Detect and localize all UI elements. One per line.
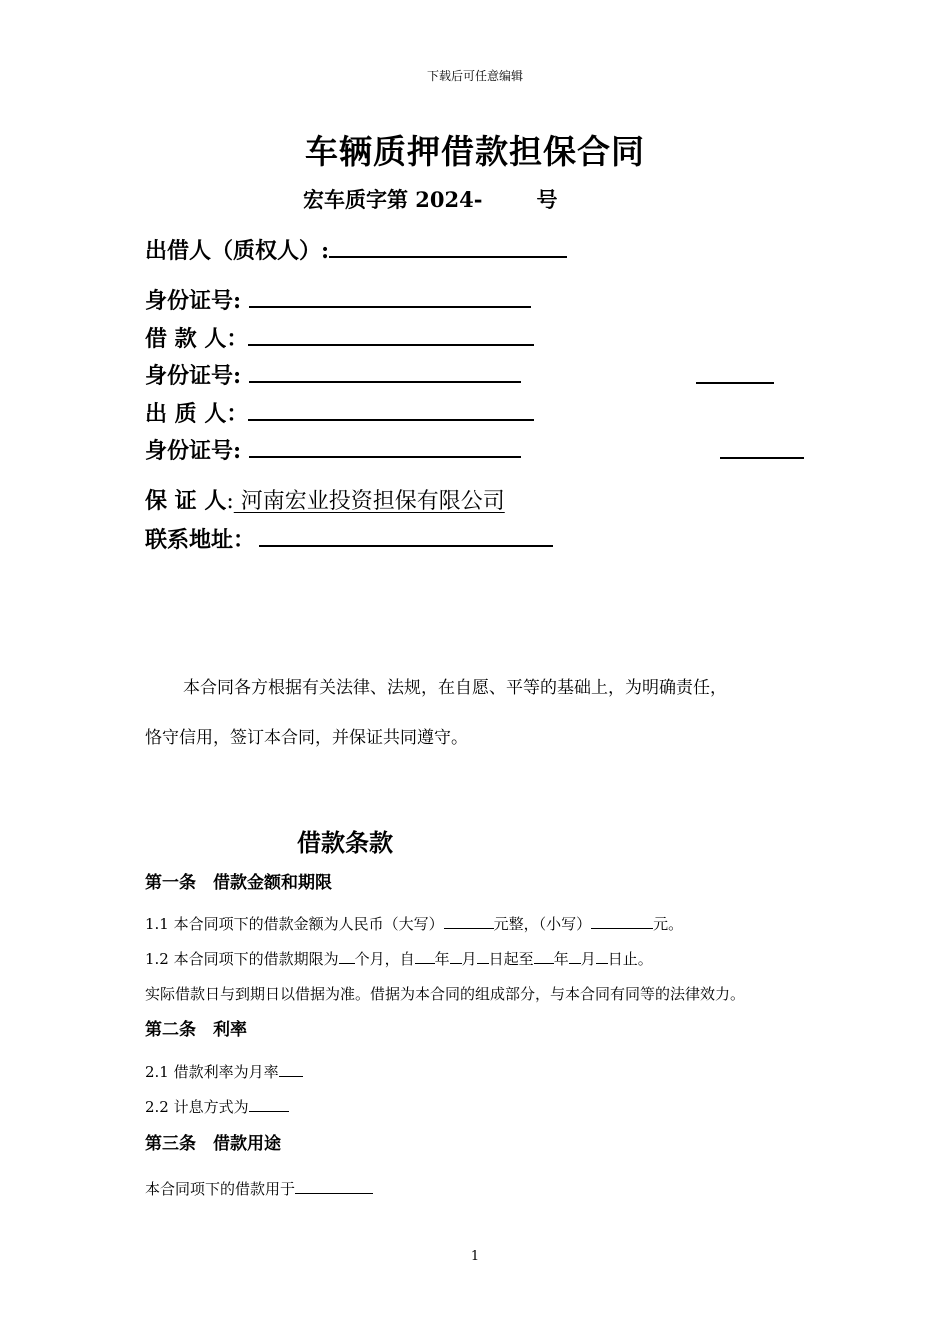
address-label: 联系地址： bbox=[145, 527, 256, 553]
clause-1-2-text-b: 个月，自 bbox=[354, 950, 415, 968]
clause-1-1-text-a: 1.1 本合同项下的借款金额为人民币（大写） bbox=[145, 915, 444, 933]
guarantor-label: 保 证 人 bbox=[145, 488, 227, 514]
pledgor-row bbox=[145, 397, 534, 428]
document-title: 车辆质押借款担保合同 bbox=[305, 132, 645, 171]
clause-2-1-text: 2.1 借款利率为月率 bbox=[145, 1063, 279, 1081]
guarantor-name: 河南宏业投资担保有限公司 bbox=[233, 489, 505, 514]
clause-1-2-text-e: 日起至 bbox=[488, 950, 534, 968]
rate-blank bbox=[279, 1062, 303, 1077]
intro-line-1: 本合同各方根据有关法律、法规，在自愿、平等的基础上，为明确责任， bbox=[183, 678, 727, 698]
article-1-title: 第一条 借款金额和期限 bbox=[145, 873, 332, 893]
start-year-blank bbox=[415, 949, 435, 964]
borrower-row bbox=[145, 322, 534, 353]
end-day-blank bbox=[596, 949, 608, 964]
pledgor-blank bbox=[248, 397, 534, 421]
id-row-1 bbox=[145, 284, 531, 315]
id-label-2: 身份证号: bbox=[145, 363, 242, 389]
end-year-blank bbox=[534, 949, 554, 964]
amount-figures-blank bbox=[591, 914, 653, 929]
id-blank-1 bbox=[249, 284, 531, 308]
clause-2-2-text: 2.2 计息方式为 bbox=[145, 1098, 249, 1116]
clause-1-3: 实际借款日与到期日以借据为准。借据为本合同的组成部分，与本合同有同等的法律效力。 bbox=[145, 985, 746, 1003]
section-title: 借款条款 bbox=[297, 828, 393, 857]
clause-1-2-text-a: 1.2 本合同项下的借款期限为 bbox=[145, 950, 339, 968]
clause-1-2-text-f: 年 bbox=[553, 950, 569, 968]
clause-3-1-text: 本合同项下的借款用于 bbox=[145, 1180, 296, 1198]
guarantor-colon: : bbox=[226, 489, 234, 514]
months-blank bbox=[339, 949, 355, 964]
clause-1-2-text-g: 月 bbox=[580, 950, 596, 968]
lender-row bbox=[145, 234, 567, 265]
id-row-3 bbox=[145, 434, 521, 465]
clause-1-1-text-c: 元。 bbox=[653, 915, 684, 933]
clause-1-2-text-c: 年 bbox=[434, 950, 450, 968]
extra-blank-3 bbox=[720, 457, 804, 459]
pledgor-label: 出 质 人： bbox=[145, 401, 249, 427]
clause-3-1 bbox=[145, 1178, 373, 1199]
interest-method-blank bbox=[249, 1097, 289, 1112]
lender-label: 出借人（质权人）: bbox=[145, 238, 330, 264]
address-blank bbox=[259, 523, 553, 547]
extra-blank-2 bbox=[696, 382, 774, 384]
clause-1-2-text-h: 日止。 bbox=[607, 950, 653, 968]
start-day-blank bbox=[477, 949, 489, 964]
clause-2-2 bbox=[145, 1096, 289, 1117]
start-month-blank bbox=[450, 949, 462, 964]
purpose-blank bbox=[295, 1179, 373, 1194]
id-row-2 bbox=[145, 359, 521, 390]
clause-2-1 bbox=[145, 1061, 303, 1082]
clause-1-2 bbox=[145, 948, 653, 969]
page-number: 1 bbox=[470, 1249, 480, 1264]
lender-blank bbox=[329, 234, 567, 258]
intro-line-2: 恪守信用，签订本合同，并保证共同遵守。 bbox=[145, 728, 468, 748]
article-3-title: 第三条 借款用途 bbox=[145, 1134, 281, 1154]
end-month-blank bbox=[569, 949, 581, 964]
contract-number bbox=[303, 184, 557, 214]
id-label-1: 身份证号: bbox=[145, 288, 242, 314]
contract-number-suffix: 号 bbox=[536, 187, 558, 212]
contract-number-prefix: 宏车质字第 2024- bbox=[303, 187, 483, 212]
id-label-3: 身份证号: bbox=[145, 438, 242, 464]
header-note: 下载后可任意编辑 bbox=[426, 69, 523, 83]
address-row bbox=[145, 523, 553, 554]
article-2-title: 第二条 利率 bbox=[145, 1020, 247, 1040]
clause-1-1 bbox=[145, 913, 683, 934]
id-blank-3 bbox=[249, 434, 521, 458]
id-blank-2 bbox=[249, 359, 521, 383]
amount-words-blank bbox=[444, 914, 494, 929]
clause-1-1-text-b: 元整，（小写） bbox=[493, 915, 592, 933]
borrower-label: 借 款 人： bbox=[145, 326, 249, 352]
guarantor-row bbox=[145, 484, 505, 515]
clause-1-2-text-d: 月 bbox=[461, 950, 477, 968]
borrower-blank bbox=[248, 322, 534, 346]
